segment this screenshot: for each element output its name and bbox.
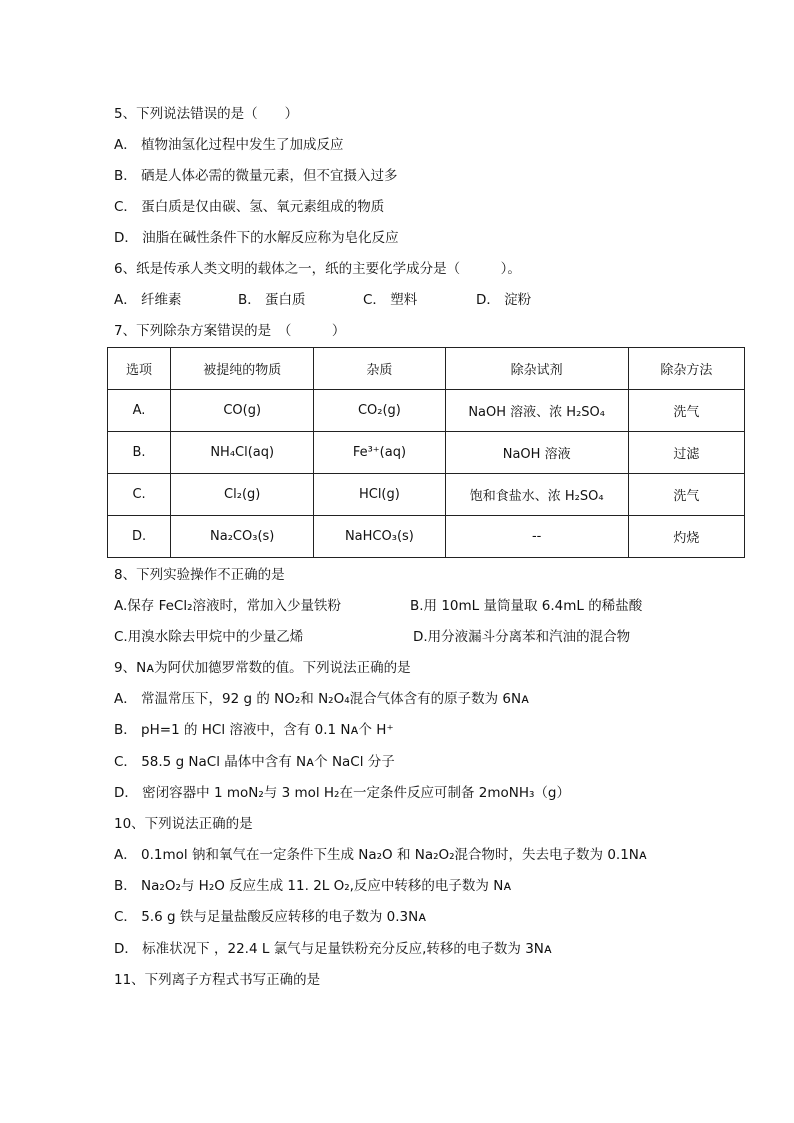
table-cell: -- [445,516,628,558]
table-cell: A. [108,390,171,432]
q6-option-d: D． 淀粉 [476,292,532,308]
q6-stem: 6、纸是传承人类文明的载体之一，纸的主要化学成分是（ ）。 [114,261,521,277]
table-header-cell: 选项 [108,348,171,390]
q5-option-d: D． 油脂在碱性条件下的水解反应称为皂化反应 [114,230,399,246]
q8-option-d: D.用分液漏斗分离苯和汽油的混合物 [413,629,631,645]
q9-option-b: B． pH=1 的 HCl 溶液中，含有 0.1 Nᴀ个 H⁺ [114,722,394,738]
q6-option-a: A． 纤维素 [114,292,182,308]
table-row [108,390,745,432]
q5-option-c: C． 蛋白质是仅由碳、氢、氧元素组成的物质 [114,199,385,215]
table-cell: D. [108,516,171,558]
table-cell: C. [108,474,171,516]
q10-stem: 10、下列说法正确的是 [114,816,253,832]
table-row [108,432,745,474]
q9-option-a: A． 常温常压下，92 g 的 NO₂和 N₂O₄混合气体含有的原子数为 6Nᴀ [114,691,530,707]
q7-stem: 7、下列除杂方案错误的是 （ ） [114,323,346,339]
table-cell: Na₂CO₃(s) [171,516,314,558]
table-header-cell: 除杂方法 [628,348,744,390]
table-header-cell: 被提纯的物质 [171,348,314,390]
table-cell: 灼烧 [628,516,744,558]
table-cell: Cl₂(g) [171,474,314,516]
q8-option-b: B.用 10mL 量筒量取 6.4mL 的稀盐酸 [410,598,643,614]
table-header-cell: 除杂试剂 [445,348,628,390]
q6-option-c: C． 塑料 [363,292,418,308]
table-cell: CO(g) [171,390,314,432]
table-header-row [108,348,745,390]
table-cell: NaOH 溶液 [445,432,628,474]
table-cell: CO₂(g) [314,390,445,432]
q6-option-b: B． 蛋白质 [238,292,306,308]
q8-stem: 8、下列实验操作不正确的是 [114,567,285,583]
q8-option-c: C.用溴水除去甲烷中的少量乙烯 [114,629,304,645]
q10-option-c: C． 5.6 g 铁与足量盐酸反应转移的电子数为 0.3Nᴀ [114,909,427,925]
table-cell: NaHCO₃(s) [314,516,445,558]
q5-stem: 5、下列说法错误的是（ ） [114,106,299,122]
table-row [108,474,745,516]
table-cell: 洗气 [628,390,744,432]
q5-option-a: A． 植物油氢化过程中发生了加成反应 [114,137,344,153]
table-cell: NaOH 溶液、浓 H₂SO₄ [445,390,628,432]
q10-option-a: A． 0.1mol 钠和氧气在一定条件下生成 Na₂O 和 Na₂O₂混合物时，失去电子数为 0.1Nᴀ [114,847,647,863]
q5-option-b: B． 硒是人体必需的微量元素，但不宜摄入过多 [114,168,398,184]
q8-option-a: A.保存 FeCl₂溶液时，常加入少量铁粉 [114,598,342,614]
table-row [108,516,745,558]
table-cell: NH₄Cl(aq) [171,432,314,474]
q9-option-d: D． 密闭容器中 1 moN₂与 3 mol H₂在一定条件反应可制备 2moNH₃（g） [114,785,570,801]
table-cell: 洗气 [628,474,744,516]
q11-stem: 11、下列离子方程式书写正确的是 [114,972,321,988]
q9-option-c: C． 58.5 g NaCl 晶体中含有 Nᴀ个 NaCl 分子 [114,754,395,770]
q10-option-b: B． Na₂O₂与 H₂O 反应生成 11. 2L O₂,反应中转移的电子数为 Nᴀ [114,878,512,894]
q9-stem: 9、Nᴀ为阿伏加德罗常数的值。下列说法正确的是 [114,660,411,676]
q10-option-d: D． 标准状况下 ，22.4 L 氯气与足量铁粉充分反应,转移的电子数为 3Nᴀ [114,941,552,957]
table-header-cell: 杂质 [314,348,445,390]
q7-table [107,347,745,558]
table-cell: 过滤 [628,432,744,474]
table-cell: 饱和食盐水、浓 H₂SO₄ [445,474,628,516]
table-cell: Fe³⁺(aq) [314,432,445,474]
table-cell: HCl(g) [314,474,445,516]
table-cell: B. [108,432,171,474]
